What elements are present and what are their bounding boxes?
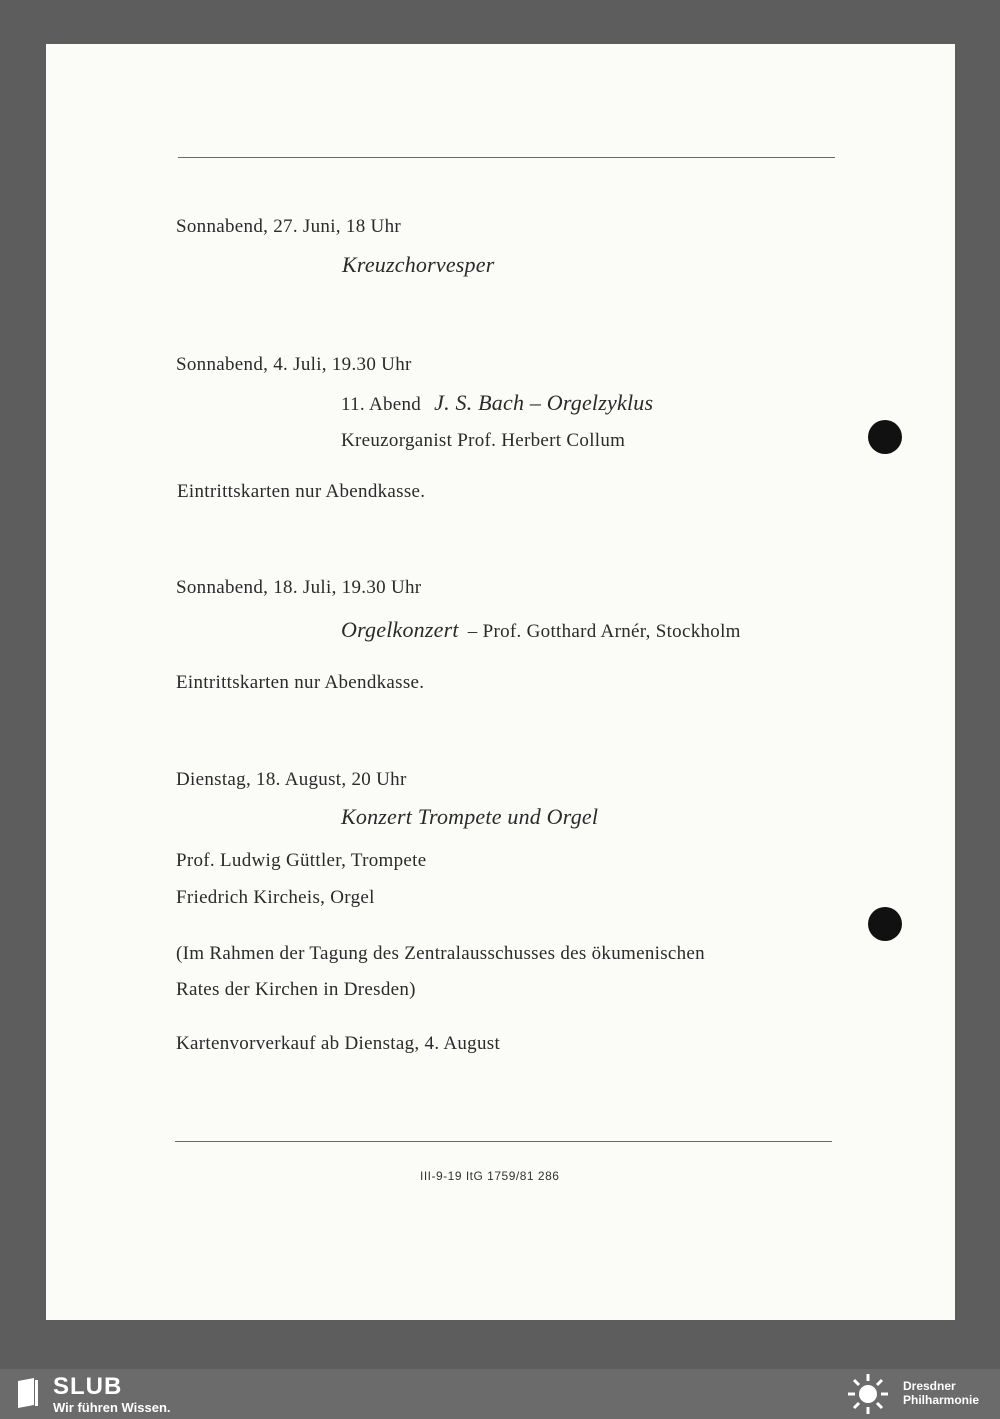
top-rule (178, 157, 835, 158)
event-3-title-suffix: – Prof. Gotthard Arnér, Stockholm (467, 621, 741, 642)
event-2-date: Sonnabend, 4. Juli, 19.30 Uhr (176, 354, 412, 375)
bottom-rule (175, 1141, 832, 1142)
event-4-date: Dienstag, 18. August, 20 Uhr (176, 769, 407, 790)
punch-hole-top (868, 420, 902, 454)
event-4-context-line-2: Rates der Kirchen in Dresden) (176, 979, 416, 1000)
print-code: III-9-19 ItG 1759/81 286 (420, 1169, 560, 1183)
slub-tagline: Wir führen Wissen. (53, 1400, 171, 1415)
event-4-context-line-1: (Im Rahmen der Tagung des Zentralausschusses des ökumenischen (176, 943, 705, 964)
event-1-title: Kreuzchorvesper (342, 252, 495, 277)
event-3-date: Sonnabend, 18. Juli, 19.30 Uhr (176, 577, 422, 598)
event-2-note: Eintrittskarten nur Abendkasse. (177, 481, 426, 502)
event-4-note: Kartenvorverkauf ab Dienstag, 4. August (176, 1033, 501, 1054)
event-4-performer-2: Friedrich Kircheis, Orgel (176, 887, 375, 908)
event-3-note: Eintrittskarten nur Abendkasse. (176, 672, 425, 693)
event-3-line (341, 617, 741, 643)
footer-bar (0, 1369, 1000, 1419)
event-4-title: Konzert Trompete und Orgel (341, 804, 599, 829)
partner-line-2: Philharmonie (903, 1393, 980, 1407)
slub-logo-icon (16, 1377, 40, 1409)
event-2-prefix: 11. Abend (341, 394, 422, 415)
event-1-date: Sonnabend, 27. Juni, 18 Uhr (176, 216, 402, 237)
event-2-line (341, 390, 653, 416)
punch-hole-bottom (868, 907, 902, 941)
slub-name: SLUB (53, 1373, 123, 1400)
event-3-title: Orgelkonzert (341, 617, 459, 642)
event-2-title: J. S. Bach – Orgelzyklus (434, 390, 654, 415)
document-page (46, 44, 955, 1320)
event-2-performer: Kreuzorganist Prof. Herbert Collum (341, 430, 626, 451)
dresdner-philharmonie-logo-icon (840, 1372, 896, 1416)
partner-line-1: Dresdner (903, 1379, 956, 1393)
event-4-performer-1: Prof. Ludwig Güttler, Trompete (176, 850, 427, 871)
